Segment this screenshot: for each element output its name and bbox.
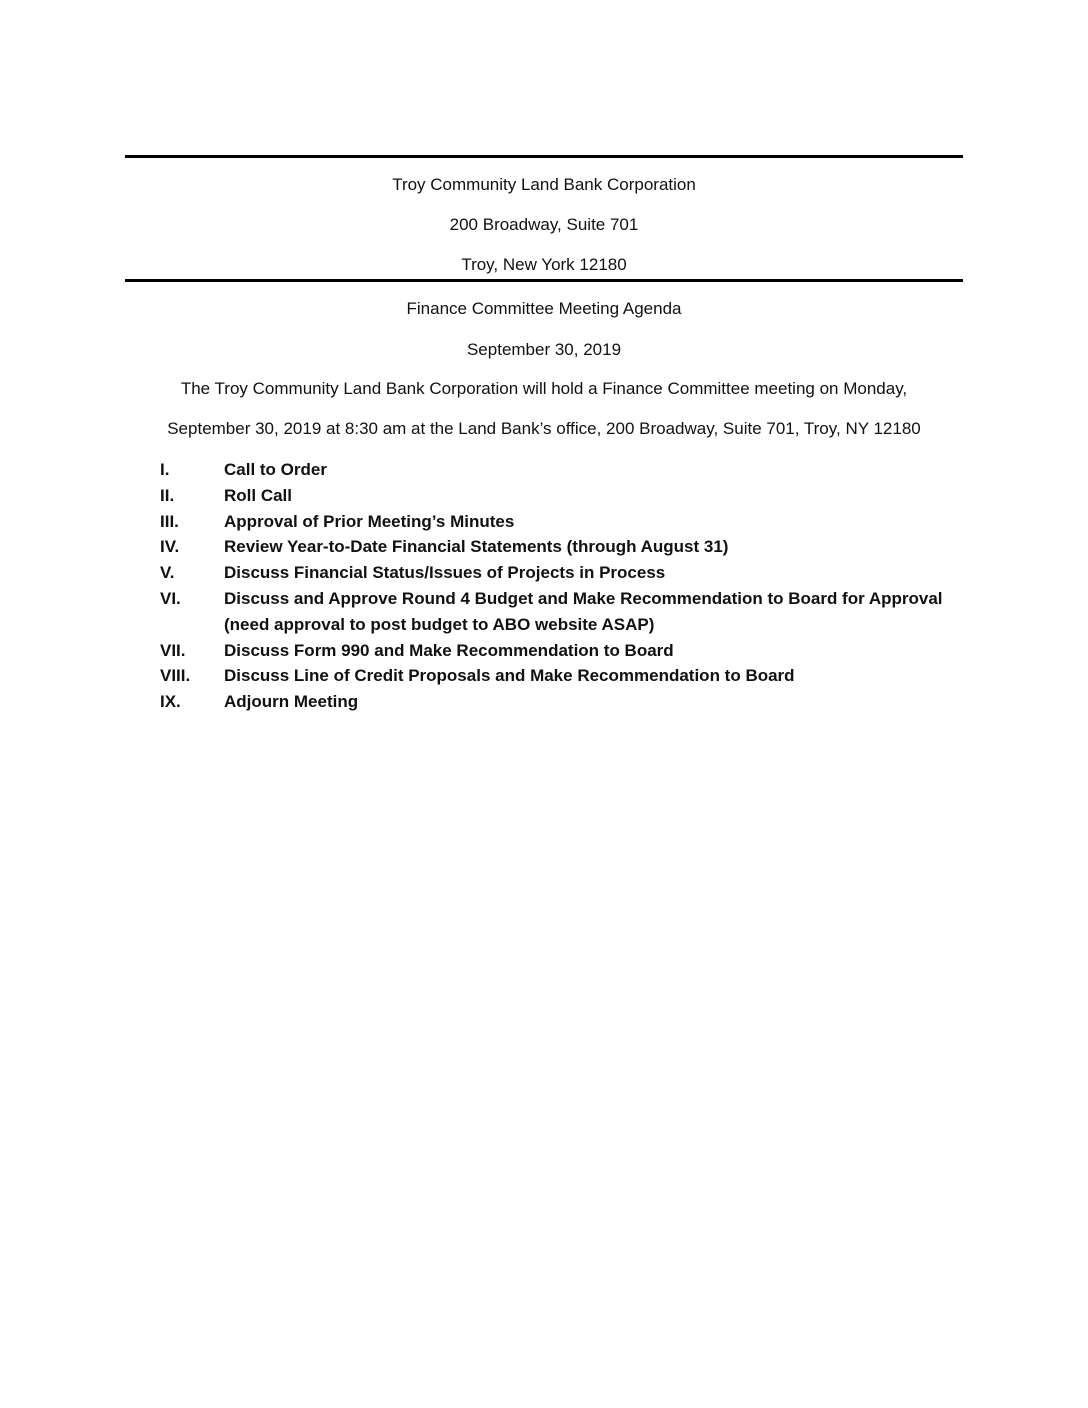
agenda-list xyxy=(160,457,960,715)
agenda-numeral: VIII. xyxy=(160,666,191,686)
agenda-item-text: Adjourn Meeting xyxy=(224,692,359,712)
agenda-item xyxy=(160,534,960,560)
agenda-numeral: I. xyxy=(160,460,170,479)
agenda-item-text: Approval of Prior Meeting’s Minutes xyxy=(224,511,515,531)
address-line-1: 200 Broadway, Suite 701 xyxy=(449,215,639,234)
agenda-item-text: Roll Call xyxy=(224,485,293,505)
agenda-item xyxy=(160,689,960,715)
meeting-notice-line-2: September 30, 2019 at 8:30 am at the Land Bank’s office, 200 Broadway, Suite 701, Troy, NY 12180 xyxy=(167,419,921,438)
agenda-item xyxy=(160,560,960,586)
agenda-item xyxy=(160,483,960,509)
agenda-numeral: VI. xyxy=(160,588,181,608)
header-bottom-rule xyxy=(125,279,963,282)
agenda-numeral: IX. xyxy=(160,692,181,712)
address-line-2: Troy, New York 12180 xyxy=(461,255,627,274)
agenda-item-text-continued: (need approval to post budget to ABO website ASAP) xyxy=(224,614,655,634)
meeting-notice-line-1: The Troy Community Land Bank Corporation will hold a Finance Committee meeting on Monday, xyxy=(180,379,908,398)
agenda-item-text: Discuss and Approve Round 4 Budget and Make Recommendation to Board for Approval xyxy=(224,588,943,608)
agenda-item-text: Review Year-to-Date Financial Statements (through August 31) xyxy=(224,537,729,557)
meeting-title: Finance Committee Meeting Agenda xyxy=(406,299,682,318)
agenda-item xyxy=(160,586,960,638)
meeting-date: September 30, 2019 xyxy=(466,340,622,359)
agenda-item-text: Discuss Line of Credit Proposals and Make Recommendation to Board xyxy=(224,666,795,686)
agenda-item xyxy=(160,638,960,664)
agenda-item xyxy=(160,509,960,535)
agenda-numeral: VII. xyxy=(160,640,186,660)
agenda-item-text: Discuss Financial Status/Issues of Projects in Process xyxy=(224,563,666,583)
org-name: Troy Community Land Bank Corporation xyxy=(392,175,696,194)
top-rule xyxy=(125,155,963,158)
agenda-item xyxy=(160,457,960,483)
agenda-numeral: IV. xyxy=(160,537,180,557)
agenda-item xyxy=(160,663,960,689)
agenda-item-text: Discuss Form 990 and Make Recommendation to Board xyxy=(224,640,674,660)
agenda-numeral: V. xyxy=(160,563,175,583)
agenda-item-text: Call to Order xyxy=(224,460,327,479)
agenda-numeral: II. xyxy=(160,485,175,505)
agenda-numeral: III. xyxy=(160,511,179,531)
